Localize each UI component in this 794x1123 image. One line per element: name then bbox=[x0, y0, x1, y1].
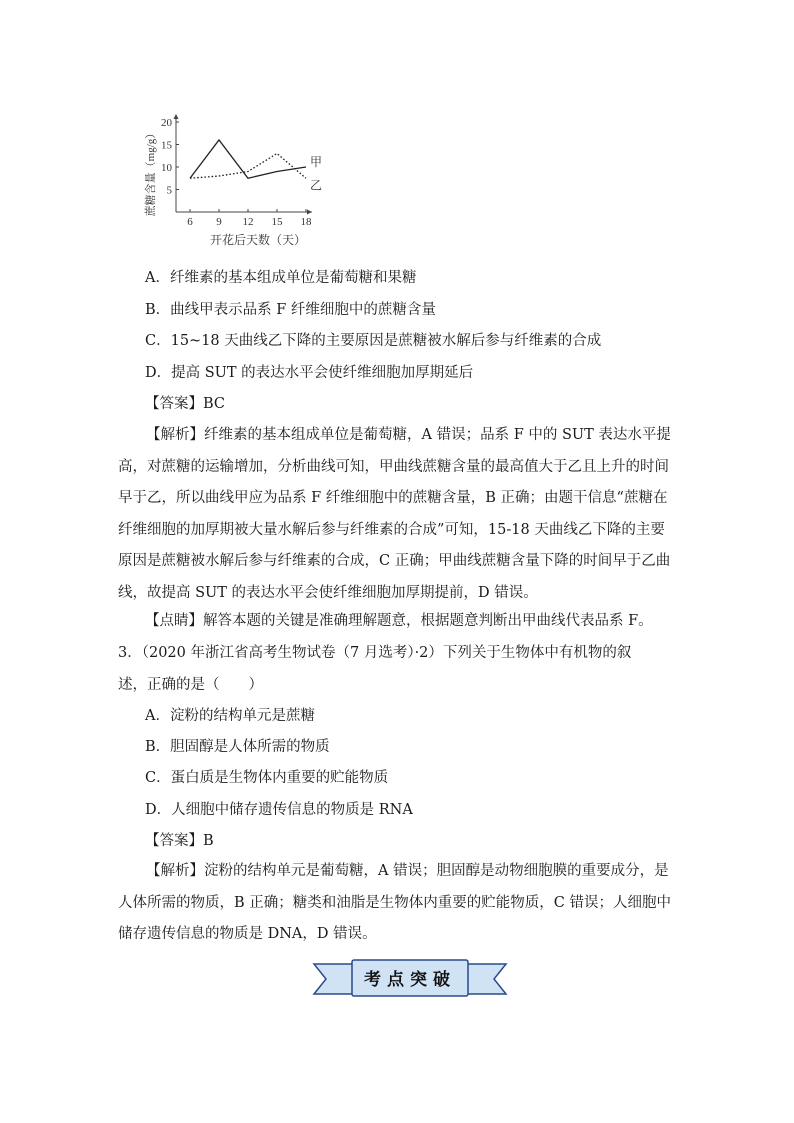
x-tick-label: 15 bbox=[271, 216, 283, 228]
x-axis-label: 开花后天数（天） bbox=[209, 233, 307, 247]
q2-option-d: D．提高 SUT 的表达水平会使纤维细胞加厚期延后 bbox=[145, 365, 474, 381]
analysis-text: 淀粉的结构单元是葡萄糖，A 错误；胆固醇是动物细胞膜的重要成分，是人体所需的物质，B 正确；糖类和油脂是生物体内重要的贮能物质，C 错误；人细胞中储存遗传信息的物质是 DNA，D 错误。 bbox=[118, 863, 671, 942]
analysis-text: 纤维素的基本组成单位是葡萄糖，A 错误；品系 F 中的 SUT 表达水平提高，对蔗糖的运输增加，分析曲线可知，甲曲线蔗糖含量的最高值大于乙且上升的时间早于乙，所以曲线甲应为品系 F 纤维细胞中的蔗糖含量，B 正确；由题干信息“蔗糖在纤维细胞的加厚期被大量水解后参与纤维素的合成”可知，15-18 天曲线乙下降的主要原因是蔗糖被水解后参与纤维素的合成，C 正确；甲曲线蔗糖含量下降的时间早于乙曲线，故提高 SUT 的表达水平会使纤维细胞加厚期提前，D 错误。 bbox=[118, 427, 671, 601]
banner-label: 考点突破 bbox=[364, 970, 456, 990]
q3-stem: 3．（2020 年浙江省高考生物试卷（7 月选考）·2）下列关于生物体中有机物的叙述，正确的是（ ） bbox=[118, 645, 632, 693]
q2-option-a: A．纤维素的基本组成单位是葡萄糖和果糖 bbox=[145, 270, 417, 286]
q2-answer bbox=[145, 394, 745, 414]
answer-value: BC bbox=[203, 396, 226, 412]
x-axis-arrow bbox=[307, 210, 312, 215]
analysis-tag: 【解析】 bbox=[146, 863, 204, 879]
y-tick-label: 20 bbox=[161, 117, 172, 129]
q2-analysis bbox=[118, 420, 678, 609]
x-tick-label: 18 bbox=[300, 216, 312, 228]
q3-analysis bbox=[118, 856, 678, 951]
answer-tag: 【答案】 bbox=[145, 833, 203, 849]
chart-axes bbox=[174, 114, 313, 215]
y-tick-label: 10 bbox=[161, 162, 172, 174]
y-tick-label: 15 bbox=[161, 139, 172, 152]
q2-option-b: B．曲线甲表示品系 F 纤维细胞中的蔗糖含量 bbox=[145, 302, 436, 318]
q3-option-c: C．蛋白质是生物体内重要的贮能物质 bbox=[145, 770, 389, 786]
y-axis-arrow bbox=[174, 114, 179, 119]
q3-answer bbox=[145, 831, 745, 851]
q2-option-c: C．15~18 天曲线乙下降的主要原因是蔗糖被水解后参与纤维素的合成 bbox=[145, 333, 602, 349]
series-label-1: 甲 bbox=[310, 155, 323, 169]
y-tick-label: 5 bbox=[166, 184, 172, 197]
series-line-1 bbox=[190, 140, 306, 178]
y-axis-label: 蔗糖含量（mg/g） bbox=[145, 127, 157, 217]
chart-series bbox=[190, 140, 322, 192]
note-tag: 【点睛】 bbox=[145, 613, 203, 629]
q3-option-a: A．淀粉的结构单元是蔗糖 bbox=[145, 708, 315, 724]
q3-option-b: B．胆固醇是人体所需的物质 bbox=[145, 739, 330, 755]
analysis-tag: 【解析】 bbox=[146, 427, 204, 443]
series-label-2: 乙 bbox=[310, 178, 323, 193]
x-tick-label: 6 bbox=[187, 216, 193, 228]
series-line-2 bbox=[190, 154, 306, 179]
q2-note bbox=[145, 611, 745, 631]
note-text: 解答本题的关键是准确理解题意，根据题意判断出甲曲线代表品系 F。 bbox=[203, 613, 653, 629]
answer-value: B bbox=[203, 833, 214, 849]
sucrose-line-chart bbox=[140, 112, 330, 250]
chart-ticks bbox=[161, 117, 312, 228]
x-tick-label: 9 bbox=[216, 216, 222, 228]
q3-option-d: D．人细胞中储存遗传信息的物质是 RNA bbox=[145, 802, 413, 818]
answer-tag: 【答案】 bbox=[145, 396, 203, 412]
section-banner bbox=[312, 958, 508, 1000]
x-tick-label: 12 bbox=[242, 216, 254, 228]
